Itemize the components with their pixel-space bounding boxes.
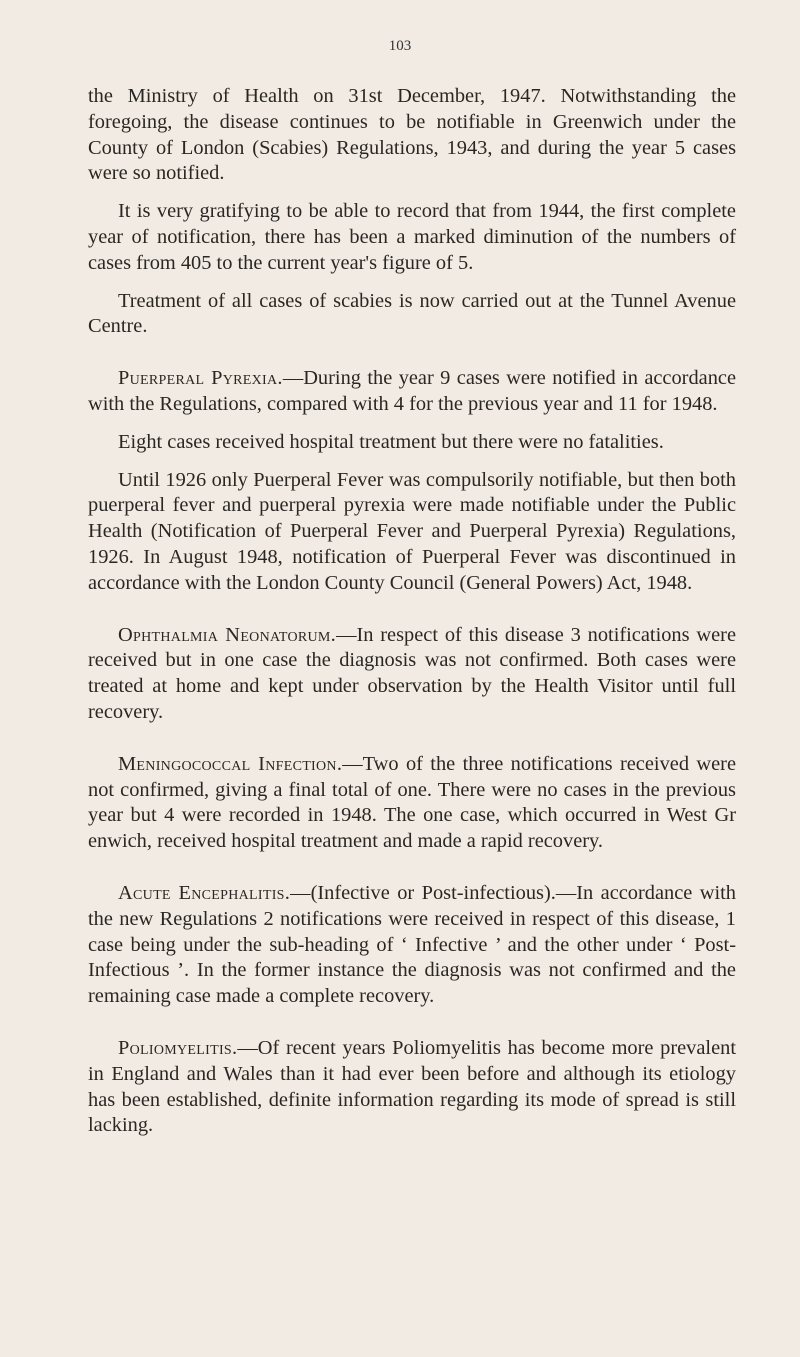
paragraph-ophthalmia — [88, 623, 736, 726]
text-ophthalmia: —In respect of this disease 3 notifications were received but in one case the diagnosis was not confirmed. Both cases were treated at home and kept under observation by the Health Visitor until full recovery. — [88, 623, 737, 723]
text-encephalitis: —(Infective or Post-infectious).—In accordance with the new Regulations 2 notifications were received in respect of this disease, 1 case being under the sub-heading of ‘ Infective ’ and the other under ‘ Post-Infectious ’. In the former instance the diagnosis was not confirmed and the remaining case made a complete recovery. — [88, 881, 736, 1008]
text-meningococcal: —Two of the three notifications received were not confirmed, giving a final total of one. There were no cases in the previous year but 4 were recorded in 1948. The one case, which occurred in West Gr enwich, received hospital treatment and made a rapid recovery. — [88, 752, 736, 853]
paragraph-scabies-decline: It is very gratifying to be able to record that from 1944, the first complete year of notification, there has been a marked diminution of the numbers of cases from 405 to the current year's figure of 5. — [88, 200, 736, 274]
paragraph-scabies-continued: the Ministry of Health on 31st December, 1947. Notwithstanding the foregoing, the disease continues to be notifiable in Greenwich under the County of London (Scabies) Regulations, 1943, and during the year 5 cases were so notified. — [88, 85, 736, 185]
heading-acute-encephalitis: Acute Encephalitis. — [118, 881, 291, 904]
heading-puerperal-pyrexia: Puerperal Pyrexia. — [118, 367, 283, 390]
paragraph-meningococcal — [88, 752, 736, 855]
body-text — [88, 84, 736, 1151]
paragraph-puerperal-hospital: Eight cases received hospital treatment but there were no fatalities. — [118, 430, 664, 453]
text-puerperal-pyrexia: —During the year 9 cases were notified in accordance with the Regulations, compared with 4 for the previous year and 11 for 1948. — [88, 367, 737, 415]
paragraph-puerperal-history: Until 1926 only Puerperal Fever was compulsorily notifiable, but then both puerperal fever and puerperal pyrexia were made notifiable under the Public Health (Notification of Puerperal Fever and Puerperal Pyrexia) Regulations, 1926. In August 1948, notification of Puerperal Fever was discontinued in accordance with the London County Council (General Powers) Act, 1948. — [88, 468, 736, 594]
paragraph-puerperal-pyrexia — [88, 366, 736, 418]
heading-ophthalmia-neonatorum: Ophthalmia Neonatorum. — [118, 623, 337, 646]
heading-poliomyelitis: Poliomyelitis. — [118, 1036, 238, 1059]
paragraph-scabies-treatment: Treatment of all cases of scabies is now carried out at the Tunnel Avenue Centre. — [88, 289, 736, 338]
page-number: 103 — [388, 38, 412, 54]
heading-meningococcal-infection: Meningococcal Infection. — [118, 752, 343, 775]
text-poliomyelitis: —Of recent years Poliomyelitis has become more prevalent in England and Wales than it had ever been before and although its etiology has been established, definite information regarding its mode of spread is still lacking. — [88, 1036, 736, 1137]
paragraph-encephalitis — [88, 881, 736, 1010]
paragraph-poliomyelitis — [88, 1036, 736, 1139]
